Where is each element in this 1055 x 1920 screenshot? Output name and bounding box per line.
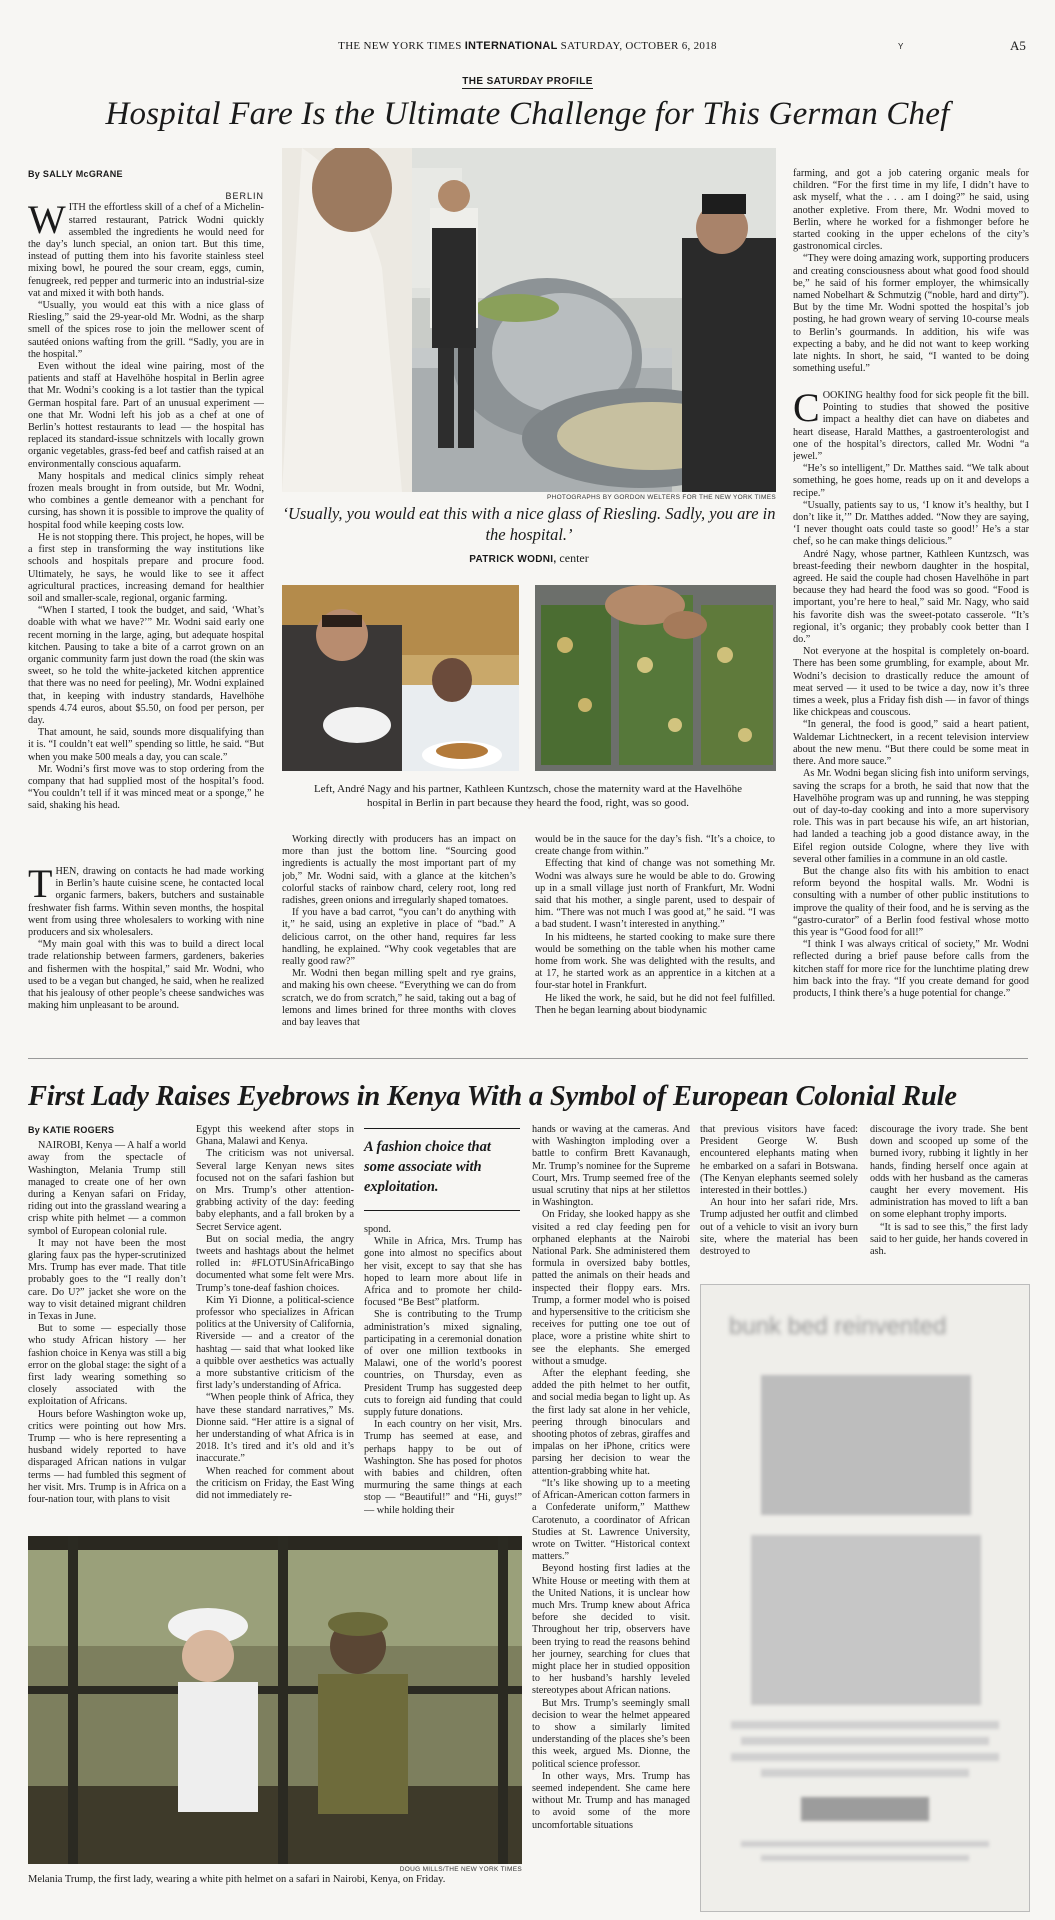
paragraph: André Nagy, whose partner, Kathleen Kuntzsch, was breast-feeding their newborn daughter in the hospital, agreed. He said the couple had chosen Havelhöhe in part because they had heard the food was so good. “Food is important, you’re here to heal,” said Mr. Nagy, who said his favorite dish was the sweet-potato casserole. “It’s regional, it’s organic; they probably cook better than I do.” [793, 548, 1029, 646]
paragraph: In other ways, Mrs. Trump has seemed independent. She came here without Mr. Trump and has managed to avoid some of the more uncomfortable situations [532, 1770, 690, 1831]
story2-photo-caption: Melania Trump, the first lady, wearing a white pith helmet on a safari in Nairobi, Kenya, on Friday. [28, 1874, 446, 1885]
section-name: INTERNATIONAL [464, 40, 558, 52]
paragraph: In each country on her visit, Mrs. Trump has seemed at ease, and perhaps happy to be out of Washington. She has posed for photos with babies and children, often murmuring the same things at each stop — “Beautiful!” and “Hi, guys!” — while holding their [364, 1419, 522, 1516]
paragraph: “It’s like showing up to a meeting of African-American cotton farmers in a Confederate uniform,” Matthew Carotenuto, a coordinator of African Studies at St. Lawrence University, wrote on Twitter. “Historical context matters.” [532, 1477, 690, 1563]
ad-headline: bunk bed reinvented [729, 1313, 947, 1340]
paragraph: But to some — especially those who study African history — her fashion choice in Kenya was still a big error on the global stage: the sight of a first lady wearing something so closely associated with the exploitation of Africans. [28, 1323, 186, 1408]
safari-photo [28, 1536, 522, 1864]
paragraph: spond. [364, 1224, 391, 1235]
paragraph: “I think I was always critical of society,” Mr. Wodni reflected during a brief pause before calls from the kitchen staff for more rice for the lunchtime plating drew him back into the fray. “If you create demand for good products, I think there’s a huge potential for change.” [793, 939, 1029, 999]
paragraph: She is contributing to the Trump administration’s mixed signaling, participating in a ceremonial donation of over one million textbooks in Malawi, one of the world’s poorest countries, on Thursday, even as President Trump has suggested deep cuts to foreign aid funding that could supply future donations. [364, 1309, 522, 1419]
paragraph: If you have a bad carrot, “you can’t do anything with it,” he said, using an expletive in place of “bad.” A delicious carrot, on the other hand, requires far less handling, he explained. “Why cook vegetables that are really good raw?” [282, 907, 516, 968]
kitchen-photo [282, 148, 776, 492]
paragraph: Working directly with producers has an impact on more than just the bottom line. “Sourcing good ingredients is actually the most important part of my job,” Mr. Wodni said, with a glance at the kitchen’s colorful stacks of rainbow chard, celery root, long red radishes, green onions and irregularly shaped tomatoes. [282, 834, 516, 907]
issue-date: SATURDAY, OCTOBER 6, 2018 [560, 40, 717, 52]
story1-photo-caption: Left, André Nagy and his partner, Kathleen Kuntzsch, chose the maternity ward at the Havelhöhe hospital in Berlin in part because they heard the food, right, was so good. [313, 783, 743, 809]
paragraph: farming, and got a job catering organic meals for children. “For the first time in my life, I didn’t have to ask myself, what the . . . am I doing?” he said, using another expletive. From there, Mr. Wodni moved to Berlin, where he worked for a fishmonger before he started cooking in the upper echelons of the city’s gastronomical circles. [793, 168, 1029, 253]
photo-credit: PHOTOGRAPHS BY GORDON WELTERS FOR THE NEW YORK TIMES [546, 494, 776, 501]
story1-column-2 [282, 834, 516, 1034]
maternity-ward-photo [282, 585, 519, 771]
section-divider [28, 1058, 1028, 1059]
story1-pull-quote: ‘Usually, you would eat this with a nice glass of Riesling. Sadly, you are in the hospital.’ [282, 504, 776, 544]
paragraph: That amount, he said, sounds more disqualifying than it is. “I couldn’t eat well” spending so little, he said. “But when you make 500 meals a day, you can scale.” [28, 727, 264, 763]
paragraph: Mr. Wodni then began milling spelt and rye grains, and making his own cheese. “Everything we can do from scratch, we do from scratch,” he said, taking out a bag of lemons and limes brined for three months with cloves and bay leaves that [282, 968, 516, 1029]
kitchen-photo-art [282, 148, 776, 492]
paragraph: “When I started, I took the budget, and said, ‘What’s doable with what we have?’” Mr. Wodni said early one recent morning in the large, aging, but adequate hospital kitchen. Pausing to take a bite of a carrot grown on an organic community farm just down the road (the skin was sweet, so he told the white-jacketed kitchen apprentice that there was no need for peeling), Mr. Wodni explained that, in keeping with industry standards, Havelhöhe spends 4.74 euros, about $5.50, on food per person, per day. [28, 605, 264, 726]
food-trays-photo-art [535, 585, 776, 771]
paragraph: But Mrs. Trump’s seemingly small decision to wear the helmet appeared to show a similarly limited understanding of the places she’s been this week, argued Ms. Dionne, the political science professor. [532, 1697, 690, 1770]
ad-text-line [741, 1737, 989, 1745]
paragraph: But on social media, the angry tweets and hashtags about the helmet rolled in: #FLOTUSinAfricaBingo documented what some felt were Mrs. Trump’s tone-deaf fashion choices. [196, 1233, 354, 1294]
paragraph: He liked the work, he said, but he did not feel fulfilled. Then he began learning about biodynamic [535, 992, 775, 1016]
story1-column-3 [535, 834, 775, 1034]
story-kicker: THE SATURDAY PROFILE [462, 76, 593, 87]
paragraph: NAIROBI, Kenya — A half a world away from the spectacle of Washington, Melania Trump still managed to create one of her own during a Kenyan safari on Friday, riding out into the grassland wearing a crisp white pith helmet — a common symbol of European colonial rule. [28, 1140, 186, 1237]
paragraph: discourage the ivory trade. She bent down and scooped up some of the burned ivory, rubbing it lightly in her hands, finding herself once again at odds with her husband as the cameras caught her every movement. His administration has moved to lift a ban on some elephant trophy imports. [870, 1124, 1028, 1221]
page-number: A5 [1010, 38, 1026, 53]
ad-product-image-1 [761, 1375, 971, 1515]
paragraph: After the elephant feeding, she added the pith helmet to her outfit, and social media began to light up. As the first lady sat alone in her vehicle, peering through binoculars and shooting photos of zebras, giraffes and impalas on her iPhone, critics were parsing her decision to wear the attention-grabbing white hat. [532, 1368, 690, 1477]
paragraph: When reached for comment about the criticism on Friday, the East Wing did not immediately re- [196, 1465, 354, 1502]
ad-text-line [741, 1841, 989, 1847]
ad-text-line [761, 1769, 969, 1777]
pull-quote-attribution: PATRICK WODNI, center [469, 551, 589, 565]
paragraph: An hour into her safari ride, Mrs. Trump adjusted her outfit and climbed out of a vehicle to visit an ivory burn site, where the material has been destroyed to [700, 1197, 858, 1258]
story1-byline: By SALLY McGRANE [28, 169, 123, 179]
safari-photo-art [28, 1536, 522, 1864]
drop-cap: C [793, 390, 820, 430]
paragraph: Hours before Washington woke up, critics were pointing out how Mrs. Trump — who is here representing a husband widely reported to have disparaged African nations in vulgar terms — had fumbled this segment of her visit. Mrs. Trump is in Africa on a four-nation tour, with plans to visit [28, 1408, 186, 1506]
story2-headline: First Lady Raises Eyebrows in Kenya With a Symbol of European Colonial Rule [28, 1081, 957, 1112]
story2-column-3 [364, 1224, 522, 1542]
food-trays-photo [535, 585, 776, 771]
paragraph: Egypt this weekend after stops in Ghana, Malawi and Kenya. [196, 1124, 354, 1148]
paragraph: As Mr. Wodni began slicing fish into uniform servings, saving the scraps for a broth, he said that now that the Havelhöhe program was up and running, he was stepping out of day-to-day cooking and into a more supervisory role. This was in part because his wife, an art historian, had landed a teaching job a good distance away, in the Eifel region outside Cologne, where they live with several other families in a commune in an old castle. [793, 768, 1029, 865]
story1-column-1-continued: THEN, drawing on contacts he had made working in Berlin’s haute cuisine scene, he contacted local organic farmers, bakers, butchers and sustainable freshwater fish farms. Within seven months, the hospital went from using three wholesalers to working with nine producers and six wholesalers. “My main goal with this was to build a direct local trade relationship between farmers, gardeners, bakeries and fishermen with the hospital,” said Mr. Wodni, who used to be a vegan but changed, he said, when he realized that his jealousy of other people’s cheese sandwiches was making him unpleasant to be around. [28, 866, 264, 1012]
ad-product-image-2 [751, 1535, 981, 1705]
paragraph: Mr. Wodni’s first move was to stop ordering from the company that had supplied most of the hospital’s food. “You couldn’t tell if it was minced meat or a sponge,” he said, shaking his head. [28, 763, 264, 812]
pull-quote-rule-bottom [364, 1210, 520, 1211]
story2-column-5 [700, 1124, 858, 1268]
story2-column-1 [28, 1124, 186, 1544]
paragraph: “When people think of Africa, they have these standard narratives,” Ms. Dionne said. “Her attire is a signal of her understanding of what Africa is in 2018. It’s tired and it’s old and it’s inaccurate.” [196, 1392, 354, 1465]
ad-phone-number [801, 1797, 929, 1821]
paragraph: It may not have been the most glaring faux pas the hyper-scrutinized Mrs. Trump has ever made. That title probably goes to the “I really don’t care. Do U?” jacket she wore on the way to visit detained migrant children in Texas in June. [28, 1237, 186, 1323]
story1-column-4 [793, 168, 1029, 384]
paragraph: “Usually, patients say to us, ‘I know it’s healthy, but I don’t like it,’” Dr. Matthes added. “Now they are saying, ‘I never thought oats could taste so good!’ He’s a star chef, so he can make things delicious.” [793, 499, 1029, 548]
story2-column-2 [196, 1124, 354, 1544]
paragraph: Effecting that kind of change was not something Mr. Wodni was always sure he would be able to do. Growing up in a small village just north of Frankfurt, Mr. Wodni said that his mother, a single parent, used to despair of him. “There was not much I was good at,” he said. “I was a bad student. I wasn’t interested in anything.” [535, 858, 775, 931]
paragraph: But the change also fits with his ambition to enact reform beyond the hospital walls. Mr. Wodni is consulting with a number of other public institutions to improve the quality of their food, and he is serving as the “gastro-curator” of a Berlin food festival whose motto this year is “Good food for all!” [793, 865, 1029, 938]
paragraph: He is not stopping there. This project, he hopes, will be a first step in transforming the way institutions like schools and hospitals prepare and procure food. Ultimately, he says, he would like to see it affect agricultural practices, increasing demand for healthier soil and smaller-scale, regional, organic farming. [28, 531, 264, 604]
paragraph: Even without the ideal wine pairing, most of the patients and staff at Havelhöhe hospital in Berlin agree that Mr. Wodni’s cooking is a lot tastier than the typical German hospital fare. Part of an unusual experiment — one that Mr. Wodni left his job as a chef at one of Berlin’s hottest restaurants to lead — the hospital has replaced its standard-issue schnitzels with locally grown organic vegetables, grass-fed beef and catfish raised at an environmentally conscious aquafarm. [28, 361, 264, 470]
paragraph: that previous visitors have faced: President George W. Bush encountered elephants mating when he embarked on a safari in Botswana. (The Kenyan elephants seemed solely interested in their bottles.) [700, 1124, 858, 1197]
story2-pull-quote: A fashion choice that some associate with exploitation. [364, 1139, 491, 1195]
ad-text-line [761, 1855, 969, 1861]
advertisement[interactable] [700, 1284, 1030, 1912]
story2-column-4 [532, 1124, 690, 1910]
story1-dateline: BERLIN [225, 191, 264, 202]
safari-photo-credit: DOUG MILLS/THE NEW YORK TIMES [399, 1866, 522, 1873]
paragraph: On Friday, she looked happy as she visited a red clay feeding pen for orphaned elephants at the Nairobi National Park. She administered them formula in oversized baby bottles, patted the animals on their heads and inspected their floppy ears. Mrs. Trump, a former model who is poised and hypersensitive to the criticism she receives for putting one toe out of place, wore a pristine white shirt to see the elephants. She emerged without a smudge. [532, 1209, 690, 1367]
story1-headline: Hospital Fare Is the Ultimate Challenge for This German Chef [105, 96, 950, 132]
paragraph: Beyond hosting first ladies at the White House or meeting with them at the United Nations, it is unclear how much Mrs. Trump knew about Africa before she decided to visit. Throughout her trip, observers have been trying to read the reasons behind her journey, searching for clues that might place her in studied opposition to her husband’s harshly leveled stereotypes about African nations. [532, 1563, 690, 1697]
story2-column-6 [870, 1124, 1028, 1268]
story2-byline: By KATIE ROGERS [28, 1125, 115, 1135]
paragraph: While in Africa, Mrs. Trump has gone into almost no specifics about her visit, except to say that she has hoped to learn more about life in Africa and to promote her child-focused “Be Best” platform. [364, 1236, 522, 1309]
publication-name: THE NEW YORK TIMES [338, 40, 462, 52]
ad-text-line [731, 1753, 999, 1761]
paragraph: Not everyone at the hospital is completely on-board. There has been some grumbling, for example, about Mr. Wodni’s decision to drastically reduce the amount of meat served — it used to be twice a day, now it’s three times a week, plus a Friday fish dish — in favor of things like chickpeas and couscous. [793, 646, 1029, 719]
paragraph: The criticism was not universal. Several large Kenyan news sites focused not on the safari fashion but on Mrs. Trump’s other attention-grabbing activity of the day: feeding baby elephants, and a fall broken by a Secret Service agent. [196, 1148, 354, 1233]
edition-marker: Y [898, 42, 904, 51]
paragraph: would be in the sauce for the day’s fish. “It’s a choice, to create change from within.” [535, 834, 775, 858]
paragraph: Many hospitals and medical clinics simply reheat frozen meals brought in from outside, but Mr. Wodni, who combines a gentle demeanor with a penchant for cursing, has shown it is possible to improve the quality of hospital food while keeping costs low. [28, 470, 264, 531]
ad-text-line [731, 1721, 999, 1729]
running-head [0, 40, 1055, 52]
story1-column-4-continued: COOKING healthy food for sick people fit the bill. Pointing to studies that showed the positive impact a healthy diet can have on diabetes and heart disease, Harald Matthes, a gastroenterologist and one of the hospital’s directors, called Mr. Wodni “a jewel.” “He’s so intelligent,” Dr. Matthes said. “We talk about something, he goes home, reads up on it and develops a recipe.” “Usually, patients say to us, ‘I know it’s healthy, but I don’t like it,’” Dr. Matthes added. “Now they are saying, ‘I never thought oats could taste so good!’ He’s a star chef, so he can make things delicious.” André Nagy, whose partner, Kathleen Kuntzsch, was breast-feeding their newborn daughter in the hospital, agreed. He said the couple had chosen Havelhöhe in part because they had heard the food was so good. “Food is important, you’re here to heal,” said Mr. Nagy, who said his favorite dish was the sweet-potato casserole. “It’s regional, it’s organic; they probably cook better than I do.” Not everyone at the hospital is completely on-board. There has been some grumbling, for example, about Mr. Wodni’s decision to drastically reduce the amount of meat served — it used to be twice a day, now it’s three times a week, plus a Friday fish dish — in favor of things like chickpeas and couscous. “In general, the food is good,” said a heart patient, Waldemar Lichtneckert, in a recent television interview about the new menu. “But there could be some meat in there. And more sauce.” As Mr. Wodni began slicing fish into uniform servings, saving the scraps for a broth, he said that now that the Havelhöhe program was up and running, he was stepping out of day-to-day cooking and into a more supervisory role. This was in part because his wife, an art historian, had landed a teaching job a good distance away, in the Eifel region outside Cologne, where they live with several other families in a commune in an old castle. But the change also fits with his ambition to enact reform beyond the hospital walls. Mr. Wodni is consulting with a number of other public institutions to improve the quality of their food, and he is serving as the “gastro-curator” of a Berlin food festival whose motto this year is “Good food for all!” “I think I was always critical of society,” Mr. Wodni reflected during a brief pause before calls from the kitchen staff for more rice for the lunchtime plating drew him back into the fray. “If you create demand for good products, I think there’s a huge potential for change.” [793, 390, 1029, 999]
paragraph: In his midteens, he started cooking to make sure there would be something on the table when his mother came home from work. She was delighted with the results, and at 17, he started work as an apprentice in a kitchen at a four-star hotel in Frankfurt. [535, 931, 775, 992]
paragraph: “It is sad to see this,” the first lady said to her guide, her hands covered in ash. [870, 1221, 1028, 1258]
pull-quote-rule-top [364, 1128, 520, 1129]
paragraph: “They were doing amazing work, supporting producers and creating consciousness about what good food should be,” he said of his former employer, the whimsically named Nobelhart & Schmutzig (“noble, hard and dirty”). But by the time Mr. Wodni spotted the hospital’s job posting, he had grown weary of serving 10-course meals to Berlin’s gourmands. In addition, his wife was expecting a baby, and he did not want to keep working late nights. In short, he said, “I wanted to be doing something useful.” [793, 253, 1029, 375]
paragraph: “He’s so intelligent,” Dr. Matthes said. “We talk about something, he goes home, reads up on it and develops a recipe.” [793, 463, 1029, 499]
drop-cap: W [28, 197, 66, 243]
maternity-ward-photo-art [282, 585, 519, 771]
paragraph: “My main goal with this was to build a direct local trade relationship between farmers, gardeners, bakeries and fishermen with the hospital,” said Mr. Wodni, who used to be a vegan but changed, he said, when he realized that his jealousy of other people’s cheese sandwiches was making him unpleasant to be around. [28, 939, 264, 1012]
paragraph: hands or waving at the cameras. And with Washington imploding over a battle to confirm Brett Kavanaugh, Mr. Trump’s nominee for the Supreme Court, Mrs. Trump seemed free of the usual scrutiny that nips at her stilettos in Washington. [532, 1124, 690, 1209]
paragraph: Kim Yi Dionne, a political-science professor who specializes in African politics at the University of California, Riverside — and a creator of the hashtag — said that what looked like a quibble over aesthetics was actually a more substantive criticism of the first lady’s understanding of Africa. [196, 1294, 354, 1392]
paragraph: “Usually, you would eat this with a nice glass of Riesling,” said the 29-year-old Mr. Wodni, as the sharp smell of the spices rose to join the mellower scent of sautéed onions wafting from the grill. “Sadly, you are in the hospital.” [28, 300, 264, 360]
story1-column-1: By SALLY McGRANE BERLIN WITH the effortless skill of a chef of a Michelin-starred restaurant, Patrick Wodni quickly assembled the ingredients he would need for the day’s lunch special, an onion tart. But this time, instead of putting them into his favorite stainless steel mixing bowl, he poured the sour cream, eggs, cumin, fenugreek, red pepper and turmeric into an industrial-size vat and mixed it with both hands. “Usually, you would eat this with a nice glass of Riesling,” said the 29-year-old Mr. Wodni, as the sharp smell of the spices rose to join the mellower scent of sautéed onions wafting from the grill. “Sadly, you are in the hospital.” Even without the ideal wine pairing, most of the patients and staff at Havelhöhe hospital in Berlin agree that Mr. Wodni’s cooking is a lot tastier than the typical German hospital fare. Part of an unusual experiment — one that Mr. Wodni left his job as a chef at one of Berlin’s hottest restaurants to lead — the hospital has replaced its standard-issue schnitzels with locally grown organic vegetables, grass-fed beef and catfish raised at an environmentally conscious aquafarm. Many hospitals and medical clinics simply reheat frozen meals brought in from outside, but Mr. Wodni, who combines a gentle demeanor with a penchant for cursing, has shown it is possible to improve the quality of hospital food while keeping costs low. He is not stopping there. This project, he hopes, will be a first step in transforming the way institutions like schools and hospitals prepare and procure food. Ultimately, he says, he would like to see it affect agricultural practices, increasing demand for healthier soil and smaller-scale, regional, organic farming. “When I started, I took the budget, and said, ‘What’s doable with what we have?’” Mr. Wodni said early one recent morning in the large, aging, but adequate hospital kitchen. Pausing to take a bite of a carrot grown on an organic community farm just down the road (the skin was sweet, so he told the white-jacketed kitchen apprentice that there was no need for peeling), Mr. Wodni explained that, in keeping with industry standards, Havelhöhe spends 4.74 euros, about $5.50, on food per person, per day. That amount, he said, sounds more disqualifying than it is. “I couldn’t eat well” spending so little, he said. “But when you make 500 meals a day, you can scale.” Mr. Wodni’s first move was to stop ordering from the company that had supplied most of the hospital’s food. “You couldn’t tell if it was minced meat or a sponge,” he said, shaking his head. [28, 169, 264, 812]
drop-cap: T [28, 866, 53, 906]
paragraph: “In general, the food is good,” said a heart patient, Waldemar Lichtneckert, in a recent television interview about the new menu. “But there could be some meat in there. And more sauce.” [793, 719, 1029, 768]
